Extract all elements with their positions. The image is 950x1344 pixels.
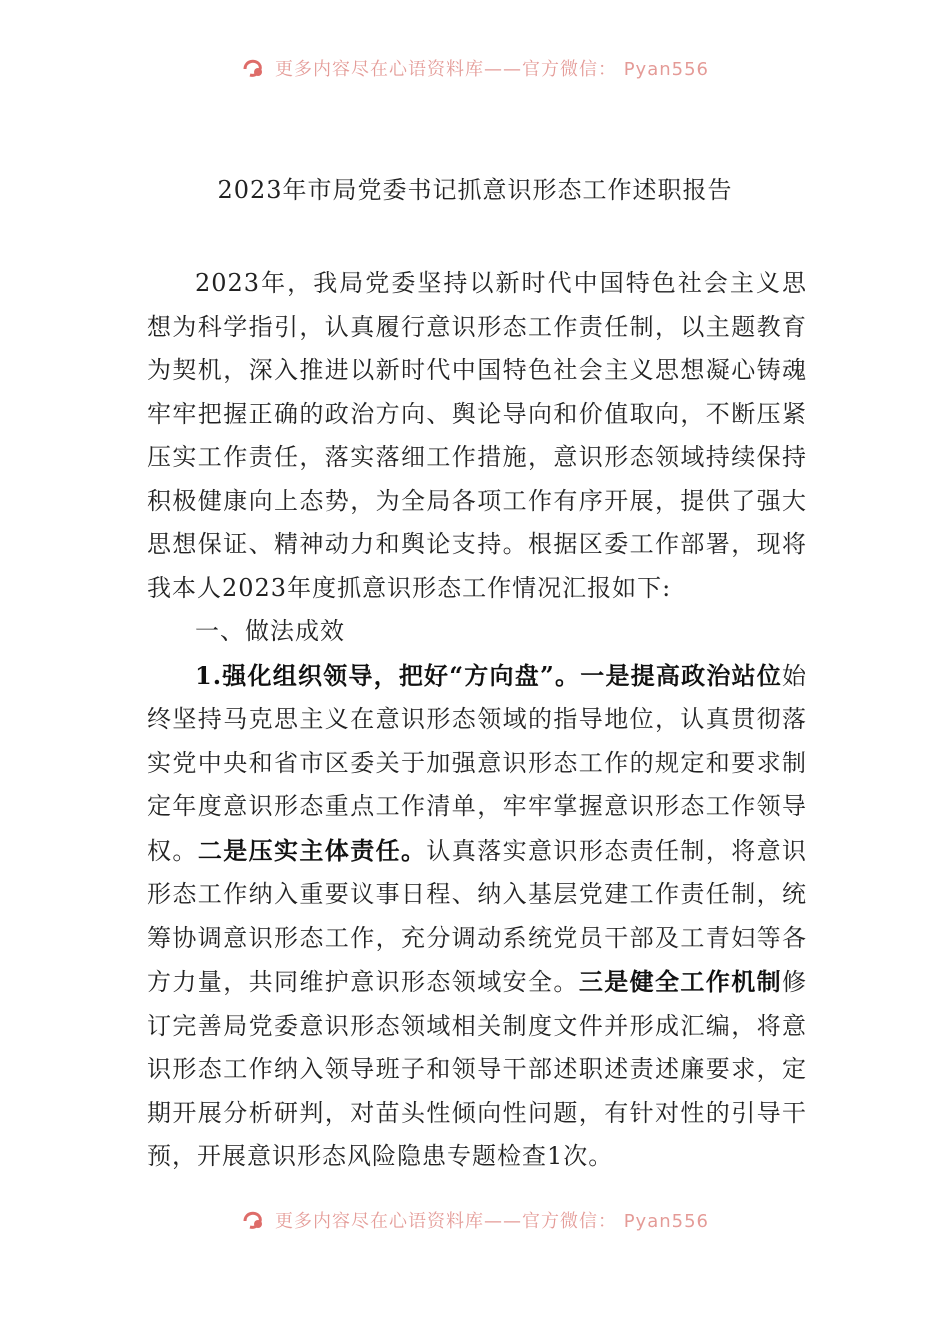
point1-label: 一是提高政治站位: [580, 660, 782, 690]
logo-icon: [241, 1207, 267, 1233]
item-paragraph: [147, 654, 807, 1179]
point2-text: 认真落实意识形态责任制，将意识形态工作纳入重要议事日程、纳入基层党建工作责任制，统筹协调意识形态工作，充分调动系统党员干部及工青妇等各方力量，共同维护意识形态领域安全。: [147, 836, 808, 996]
watermark-text: 更多内容尽在心语资料库——官方微信： Pyan556: [274, 59, 710, 80]
watermark-text: 更多内容尽在心语资料库——官方微信： Pyan556: [274, 1211, 710, 1232]
point3-text: 修订完善局党委意识形态领域相关制度文件并形成汇编，将意识形态工作纳入领导班子和领导干部述职述责述廉要求，定期开展分析研判，对苗头性倾向性问题，有针对性的引导干预，开展意识形态风险隐患专题检查1次。: [147, 968, 808, 1170]
point2-label: 二是压实主体责任。: [197, 835, 427, 865]
section-heading: 一、做法成效: [195, 617, 345, 645]
point1-text: 始终坚持马克思主义在意识形态领域的指导地位，认真贯彻落实党中央和省市区委关于加强意识形态工作的规定和要求制定年度意识形态重点工作清单，牢牢掌握意识形态工作领导权。: [147, 661, 807, 865]
watermark-top: [0, 48, 950, 88]
point3-label: 三是健全工作机制: [578, 967, 783, 996]
logo-icon: [241, 55, 267, 81]
watermark-bottom: [0, 1200, 950, 1240]
item-heading: 1.强化组织领导，把好“方向盘”。: [195, 660, 581, 690]
intro-paragraph: 2023年，我局党委坚持以新时代中国特色社会主义思想为科学指引，认真履行意识形态工作责任制，以主题教育为契机，深入推进以新时代中国特色社会主义思想凝心铸魂牢牢把握正确的政治方向、舆论导向和价值取向，不断压紧压实工作责任，落实落细工作措施，意识形态领域持续保持积极健康向上态势，为全局各项工作有序开展，提供了强大思想保证、精神动力和舆论支持。根据区委工作部署，现将我本人2023年度抓意识形态工作情况汇报如下:: [147, 269, 807, 602]
document-body: [147, 262, 807, 1179]
document-title: 2023年市局党委书记抓意识形态工作述职报告: [217, 176, 733, 204]
